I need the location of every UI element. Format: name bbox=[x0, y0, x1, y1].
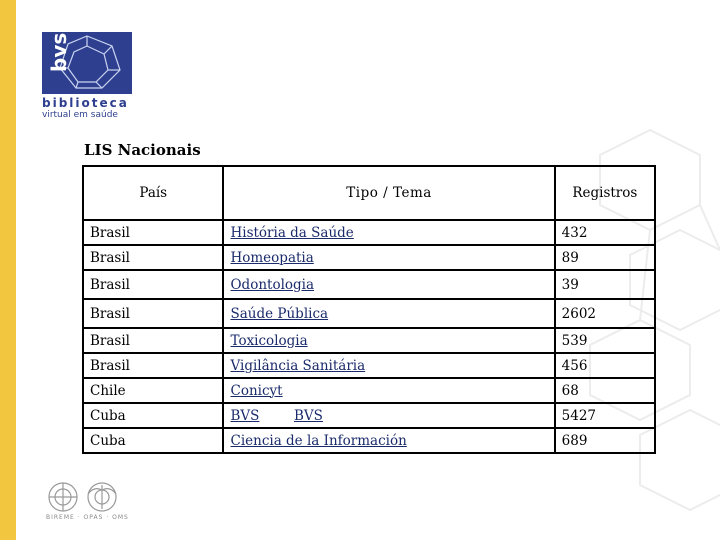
header-pais: País bbox=[83, 166, 223, 220]
cell-pais: Brasil bbox=[83, 299, 223, 328]
cell-registros: 689 bbox=[555, 428, 655, 453]
logo-title: biblioteca bbox=[42, 96, 129, 110]
cell-registros: 2602 bbox=[555, 299, 655, 328]
tema-link[interactable]: BVS bbox=[230, 407, 260, 424]
lis-table bbox=[82, 165, 656, 454]
table-row bbox=[83, 328, 655, 353]
table-row bbox=[83, 428, 655, 453]
table-row bbox=[83, 378, 655, 403]
cell-registros: 39 bbox=[555, 270, 655, 299]
tema-link-secondary[interactable]: BVS bbox=[294, 407, 323, 424]
footer-org-text: BIREME · OPAS · OMS bbox=[46, 514, 129, 521]
bvs-logo bbox=[42, 32, 132, 94]
cell-pais: Brasil bbox=[83, 245, 223, 270]
tema-link[interactable]: Toxicologia bbox=[230, 332, 308, 349]
cell-pais: Brasil bbox=[83, 328, 223, 353]
footer-org-logos bbox=[46, 480, 136, 514]
cell-pais: Brasil bbox=[83, 270, 223, 299]
cell-tema bbox=[223, 428, 554, 453]
page-title: LIS Nacionais bbox=[84, 141, 201, 159]
table-row bbox=[83, 403, 655, 428]
left-accent-bar bbox=[0, 0, 16, 540]
table-row bbox=[83, 299, 655, 328]
cell-registros: 68 bbox=[555, 378, 655, 403]
cell-tema bbox=[223, 245, 554, 270]
tema-link[interactable]: Odontologia bbox=[230, 276, 315, 293]
table-row bbox=[83, 220, 655, 245]
cell-registros: 5427 bbox=[555, 403, 655, 428]
cell-pais: Chile bbox=[83, 378, 223, 403]
header-registros: Registros bbox=[555, 166, 655, 220]
cell-tema bbox=[223, 353, 554, 378]
cell-pais: Brasil bbox=[83, 220, 223, 245]
cell-tema bbox=[223, 403, 554, 428]
tema-link[interactable]: Vigilância Sanitária bbox=[230, 357, 366, 374]
table-row bbox=[83, 270, 655, 299]
table-row bbox=[83, 353, 655, 378]
table-row bbox=[83, 245, 655, 270]
cell-tema bbox=[223, 220, 554, 245]
logo-subtitle: virtual em saúde bbox=[42, 110, 118, 120]
cell-tema bbox=[223, 299, 554, 328]
cell-registros: 456 bbox=[555, 353, 655, 378]
cell-registros: 432 bbox=[555, 220, 655, 245]
table-header-row bbox=[83, 166, 655, 220]
cell-pais: Brasil bbox=[83, 353, 223, 378]
cell-tema bbox=[223, 270, 554, 299]
cell-tema bbox=[223, 378, 554, 403]
cell-pais: Cuba bbox=[83, 403, 223, 428]
tema-link[interactable]: Ciencia de la Información bbox=[230, 432, 407, 449]
cell-registros: 539 bbox=[555, 328, 655, 353]
cell-tema bbox=[223, 328, 554, 353]
logo-mark-text: bvs bbox=[47, 32, 71, 72]
cell-registros: 89 bbox=[555, 245, 655, 270]
tema-link[interactable]: Homeopatia bbox=[230, 249, 314, 266]
header-tipo-tema: Tipo / Tema bbox=[223, 166, 554, 220]
tema-link[interactable]: História da Saúde bbox=[230, 224, 354, 241]
tema-link[interactable]: Conicyt bbox=[230, 382, 283, 399]
cell-pais: Cuba bbox=[83, 428, 223, 453]
tema-link[interactable]: Saúde Pública bbox=[230, 305, 329, 322]
